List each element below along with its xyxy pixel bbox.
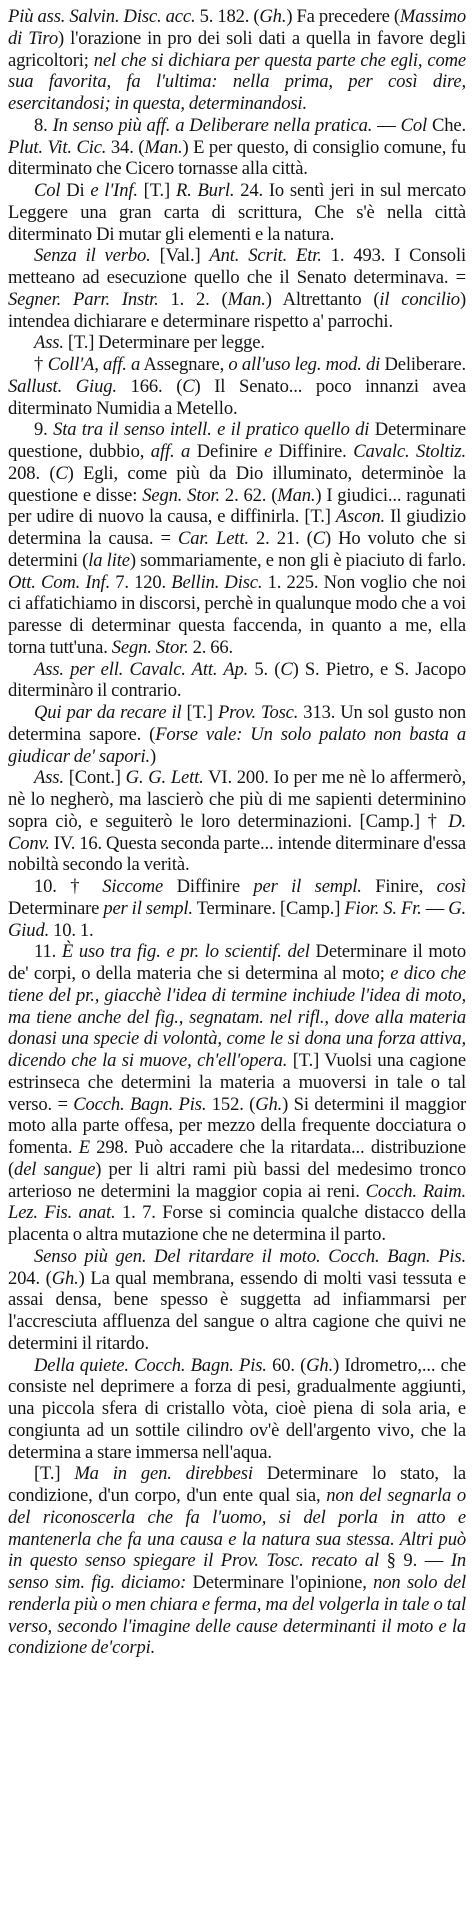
entry-paragraph: Ass. per ell. Cavalc. Att. Ap. 5. (C) S. Pietro, e S. Jacopo diterminàro il contrario.: [8, 658, 467, 702]
entry-paragraph: 10. † Siccome Diffinire per il sempl. Finire, così Determinare per il sempl. Terminare. [Camp.] Fior. S. Fr. — G. Giud. 10. 1.: [8, 876, 467, 941]
entry-paragraph: Della quiete. Cocch. Bagn. Pis. 60. (Gh.) Idrometro,... che consiste nel deprimere a forza di pesi, gradualmente aggiunti, una piccola sfera di cristallo vòta, cioè piena di sola aria, e congiunta ad un sottile cilindro ov'è dell'argento vivo, che la determina a stare immersa nell'aqua.: [8, 1354, 466, 1463]
entry-paragraph: Senso più gen. Del ritardare il moto. Cocch. Bagn. Pis. 204. (Gh.) La qual membrana, essendo di molti vasi tessuta e assai densa, bene spesso è suggetta ad infiammarsi per l'accresciuta affluenza del sangue o altra cagione che quivi ne determini il ritardo.: [8, 1245, 466, 1354]
entry-paragraph: Qui par da recare il [T.] Prov. Tosc. 313. Un sol gusto non determina sapore. (Forse vale: Un solo palato non basta a giudicar de' sapori.): [8, 702, 466, 767]
entry-paragraph: Col Di e l'Inf. [T.] R. Burl. 24. Io sentì jeri in sul mercato Leggere una gran carta di scrittura, Che s'è nella città diterminato Di mutar gli elementi e la natura.: [8, 180, 466, 245]
entry-paragraph: Ass. [T.] Determinare per legge.: [34, 332, 265, 354]
entry-paragraph: Ass. [Cont.] G. G. Lett. VI. 200. Io per me nè lo affermerò, nè lo negherò, ma lascierò che più di me sapienti determinino sopra ciò, e seguiterò le loro determinazioni. [Camp.] † D. Conv. IV. 16. Questa seconda parte... intende diterminare d'essa nobiltà secondo la verità.: [8, 767, 466, 876]
entry-paragraph: Più ass. Salvin. Disc. acc. 5. 182. (Gh.) Fa precedere (Massimo di Tiro) l'orazione in pro dei soli dati a quella in favore degli agricoltori; nel che si dichiara per questa parte che egli, come sua favorita, fa l'ultima: nella prima, per così dire, esercitandosi; in questa, determinandosi.: [8, 6, 467, 114]
entry-paragraph: 9. Sta tra il senso intell. e il pratico quello di Determinare questione, dubbio, aff. a Definire e Diffinire. Cavalc. Stoltiz. 208. (C) Egli, come più da Dio illuminato, determinòe la questione e disse: Segn. Stor. 2. 62. (Man.) I giudici... ragunati per udire di nuovo la causa, e diffinirla. [T.] Ascon. Il giudizio determina la causa. = Car. Lett. 2. 21. (C) Ho voluto che si determini (la lite) sommariamente, e non gli è piaciuto di farlo. Ott. Com. Inf. 7. 120. Bellin. Disc. 1. 225. Non voglio che noi ci affatichiamo in discorsi, perchè in qualunque modo che a voi paresse di determinar questa faccenda, in quanto a me, ella torna tutt'una. Segn. Stor. 2. 66.: [8, 419, 467, 658]
entry-paragraph: [T.] Ma in gen. direbbesi Determinare lo stato, la condizione, d'un corpo, d'un ente qual sia, non del segnarla o del riconoscerla che fa l'uomo, si del porla in atto e mantenerla che fa una causa e la natura sua stessa. Altri può in questo senso spiegare il Prov. Tosc. recato al § 9. — In senso sim. fig. diciamo: Determinare l'opinione, non solo del renderla più o men chiara e ferma, ma del volgerla in tale o tal verso, secondo l'imagine delle cause determinanti il moto e la condizione de'corpi.: [8, 1463, 467, 1659]
entry-paragraph: Senza il verbo. [Val.] Ant. Scrit. Etr. 1. 493. I Consoli metteano ad esecuzione quello che il Senato determinava. = Segner. Parr. Instr. 1. 2. (Man.) Altrettanto (il concilio) intendea dichiarare e determinare rispetto a' parrochi.: [8, 245, 467, 332]
entry-paragraph: † Coll'A, aff. a Assegnare, o all'uso leg. mod. di Deliberare. Sallust. Giug. 166. (C) Il Senato... poco innanzi avea diterminato Numidia a Metello.: [8, 354, 466, 419]
entry-paragraph: 11. È uso tra fig. e pr. lo scientif. del Determinare il moto de' corpi, o della materia che si determina al moto; e dico che tiene del pr., giacchè l'idea di termine inchiude l'idea di moto, ma tiene anche del fig., segnatam. nel rifl., dove alla materia donasi una specie di volontà, come le si dona una forza attiva, dicendo che la si muove, ch'ell'opera. [T.] Vuolsi una cagione estrinseca che determini la materia a muoversi in tale o tal verso. = Cocch. Bagn. Pis. 152. (Gh.) Si determini il maggior moto alla parte offesa, per mezzo della frequente docciatura o fomenta. E 298. Può accadere che la ritardata... distribuzione (del sangue) per li altri rami più bassi del medesimo tronco arterioso ne determini la maggior copia ai reni. Cocch. Raim. Lez. Fis. anat. 1. 7. Forse si comincia qualche distacco della placenta o altra mutazione che ne determina il parto.: [8, 941, 467, 1245]
entry-paragraph: 8. In senso più aff. a Deliberare nella pratica. — Col Che. Plut. Vit. Cic. 34. (Man.) E per questo, di consiglio comune, fu diterminato che Cicero tornasse alla città.: [8, 114, 466, 180]
